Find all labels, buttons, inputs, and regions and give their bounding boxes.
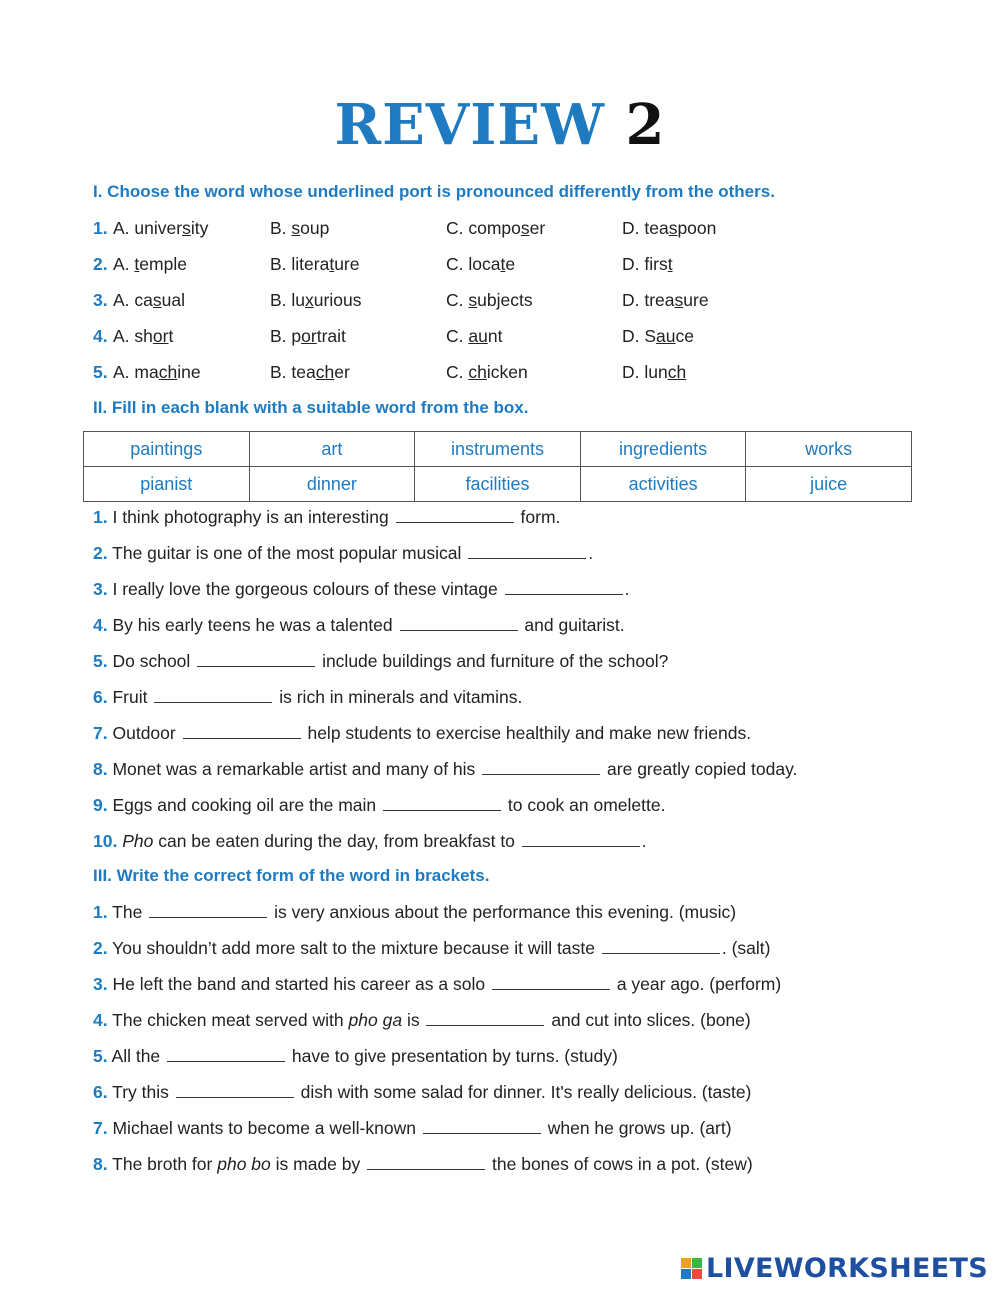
sentence-row [93,723,751,749]
sentence-text: He left the band and started his career as a solo [112,974,486,994]
title-number: 2 [625,92,666,158]
sentence-number: 4. [93,615,108,635]
word-box-cell: dinner [249,467,415,502]
section-2-heading: II. Fill in each blank with a suitable word from the box. [93,398,529,417]
answer-blank[interactable] [367,1155,485,1170]
sentence-number: 6. [93,1082,108,1102]
question-number: 1. [93,218,108,238]
question-number: 3. [93,290,108,310]
answer-option[interactable] [113,290,185,311]
sentence-row [93,1010,751,1036]
option-text: D. trea [622,290,675,310]
sentence-text: the bones of cows in a pot. (stew) [492,1154,753,1174]
answer-blank[interactable] [400,616,518,631]
sentence-text: . [641,831,647,851]
sentence-text: . [624,579,630,599]
answer-blank[interactable] [522,832,640,847]
sentence-number: 6. [93,687,108,707]
answer-option[interactable] [622,254,673,275]
answer-blank[interactable] [426,1011,544,1026]
underlined-letters: s [182,218,191,238]
underlined-letters: ch [667,362,687,382]
sentence-text: is made by [275,1154,361,1174]
word-box [83,431,912,502]
option-text: ine [177,362,201,382]
sentence-number: 2. [93,543,108,563]
sentence-number: 3. [93,974,108,994]
sentence-row [93,507,560,533]
underlined-letters: au [468,326,488,346]
option-text: C. compo [446,218,521,238]
underlined-letters: au [656,326,676,346]
underlined-letters: ch [468,362,487,382]
answer-blank[interactable] [482,760,600,775]
title-word: REVIEW [334,92,605,158]
sentence-text: By his early teens he was a talented [112,615,393,635]
underlined-letters: s [668,218,678,238]
sentence-text: The guitar is one of the most popular musical [112,543,462,563]
sentence-row [93,974,781,1000]
sentence-text: is rich in minerals and vitamins. [279,687,523,707]
option-text: er [334,362,350,382]
answer-option[interactable] [113,218,208,239]
logo-text: LIVEWORKSHEETS [705,1253,988,1284]
sentence-text: is very anxious about the performance this evening. (music) [274,902,737,922]
sentence-text: Do school [112,651,191,671]
sentence-number: 8. [93,1154,108,1174]
option-text: C. [446,290,469,310]
underlined-letters: t [329,254,335,274]
sentence-text: a year ago. (perform) [616,974,782,994]
sentence-text: Eggs and cooking oil are the main [112,795,377,815]
liveworksheets-logo-icon [681,1258,702,1279]
sentence-text: have to give presentation by turns. (study) [291,1046,618,1066]
option-text: nt [487,326,503,346]
sentence-text: Michael wants to become a well-known [112,1118,416,1138]
sentence-row [93,1118,732,1144]
word-box-cell: ingredients [580,432,746,467]
option-text: poon [677,218,717,238]
answer-blank[interactable] [149,903,267,918]
answer-blank[interactable] [183,724,301,739]
underlined-letters: t [134,254,140,274]
sentence-text: I really love the gorgeous colours of these vintage [112,579,498,599]
word-box-row [84,432,912,467]
answer-option[interactable] [622,326,694,347]
answer-option[interactable] [270,326,346,347]
sentence-text: form. [520,507,561,527]
sentence-row [93,938,770,964]
underlined-letters: or [301,326,317,346]
question-row [93,326,893,352]
question-row [93,362,893,388]
sentence-text: All the [111,1046,161,1066]
question-row [93,290,893,316]
sentence-text: Outdoor [112,723,176,743]
sentence-number: 7. [93,1118,108,1138]
answer-option[interactable] [446,218,545,239]
sentence-text: include buildings and furniture of the school? [322,651,669,671]
answer-option[interactable] [113,326,173,347]
answer-blank[interactable] [505,580,623,595]
option-text: icken [486,362,528,382]
word-box-cell: pianist [84,467,250,502]
sentence-row [93,687,522,713]
answer-blank[interactable] [383,796,501,811]
sentence-row [93,651,668,677]
answer-option[interactable] [270,254,360,275]
answer-option[interactable] [446,326,502,347]
sentence-row [93,1082,751,1108]
sentence-row [93,1046,618,1072]
answer-option[interactable] [622,290,709,311]
underlined-letters: ch [315,362,335,382]
sentence-number: 10. [93,831,118,851]
sentence-text: to cook an omelette. [507,795,666,815]
sentence-number: 1. [93,507,108,527]
answer-blank[interactable] [423,1119,541,1134]
word-box-cell: paintings [84,432,250,467]
answer-option[interactable] [446,290,533,311]
sentence-text: Try this [112,1082,169,1102]
answer-option[interactable] [113,362,201,383]
sentence-text: The chicken meat served with [112,1010,344,1030]
option-text: e [505,254,516,274]
option-text: ubjects [477,290,533,310]
word-box-cell: juice [746,467,912,502]
word-box-cell: activities [580,467,746,502]
underlined-letters: x [305,290,314,310]
option-text: oup [300,218,330,238]
answer-blank[interactable] [176,1083,294,1098]
section-3-heading: III. Write the correct form of the word in brackets. [93,866,490,885]
option-text: ure [683,290,709,310]
sentence-row [93,1154,753,1180]
answer-option[interactable] [113,254,187,275]
option-text: t [168,326,174,346]
answer-option[interactable] [446,362,528,383]
sentence-number: 5. [93,651,108,671]
option-text: urious [313,290,362,310]
option-text: C. [446,326,469,346]
underlined-letters: s [291,218,301,238]
option-text: ity [190,218,209,238]
page-title [0,92,1000,158]
answer-blank[interactable] [167,1047,285,1062]
option-text: A. sh [113,326,153,346]
sentence-text: . [588,543,594,563]
answer-blank[interactable] [197,652,315,667]
underlined-letters: s [674,290,684,310]
answer-option[interactable] [622,362,686,383]
sentence-text: dish with some salad for dinner. It's really delicious. (taste) [300,1082,752,1102]
sentence-row [93,579,629,605]
sentence-row [93,615,625,641]
answer-blank[interactable] [396,508,514,523]
sentence-text: I think photography is an interesting [112,507,389,527]
question-row [93,218,893,244]
sentence-text: help students to exercise healthily and make new friends. [307,723,752,743]
italic-term: pho bo [217,1154,271,1174]
answer-blank[interactable] [154,688,272,703]
section-1-heading: I. Choose the word whose underlined port is pronounced differently from the others. [93,182,775,201]
sentence-number: 3. [93,579,108,599]
underlined-letters: t [500,254,506,274]
sentence-row [93,902,736,928]
sentence-number: 9. [93,795,108,815]
sentence-row [93,543,593,569]
sentence-row [93,759,797,785]
sentence-text: can be eaten during the day, from breakfast to [158,831,515,851]
sentence-text: The broth for [112,1154,213,1174]
sentence-text: is [406,1010,420,1030]
sentence-row [93,831,647,857]
sentence-text: Fruit [112,687,148,707]
option-text: B. lu [270,290,306,310]
sentence-number: 4. [93,1010,108,1030]
word-box-cell: facilities [415,467,581,502]
sentence-number: 1. [93,902,108,922]
sentence-text: when he grows up. (art) [547,1118,732,1138]
option-text: A. univer [113,218,183,238]
option-text: A. ma [113,362,159,382]
underlined-letters: or [152,326,169,346]
option-text: C. [446,362,469,382]
option-text: ure [334,254,360,274]
option-text: B. [270,218,292,238]
answer-option[interactable] [270,362,350,383]
sentence-number: 7. [93,723,108,743]
sentence-number: 5. [93,1046,108,1066]
sentence-text: The [112,902,143,922]
option-text: ual [161,290,185,310]
underlined-letters: t [667,254,673,274]
option-text: B. litera [270,254,330,274]
sentence-text: and guitarist. [524,615,625,635]
answer-option[interactable] [446,254,515,275]
sentence-text: Monet was a remarkable artist and many of his [112,759,476,779]
sentence-text: are greatly copied today. [607,759,798,779]
option-text: trait [316,326,346,346]
liveworksheets-logo [681,1253,988,1284]
sentence-text: and cut into slices. (bone) [551,1010,751,1030]
question-number: 2. [93,254,108,274]
question-number: 4. [93,326,108,346]
option-text: ce [675,326,694,346]
option-text: D. S [622,326,657,346]
sentence-number: 8. [93,759,108,779]
option-text: B. p [270,326,302,346]
answer-blank[interactable] [492,975,610,990]
answer-option[interactable] [270,290,361,311]
option-text: er [529,218,546,238]
option-text: A. [113,254,135,274]
word-box-row [84,467,912,502]
question-row [93,254,893,280]
answer-option[interactable] [270,218,329,239]
underlined-letters: s [152,290,162,310]
word-box-cell: instruments [415,432,581,467]
word-box-cell: works [746,432,912,467]
option-text: D. tea [622,218,669,238]
question-number: 5. [93,362,108,382]
option-text: emple [139,254,187,274]
option-text: D. firs [622,254,668,274]
option-text: C. loca [446,254,501,274]
underlined-letters: ch [158,362,178,382]
answer-blank[interactable] [468,544,586,559]
underlined-letters: s [468,290,478,310]
word-box-cell: art [249,432,415,467]
underlined-letters: s [520,218,530,238]
italic-term: Pho [122,831,154,851]
option-text: D. lun [622,362,668,382]
option-text: A. ca [113,290,153,310]
option-text: B. tea [270,362,316,382]
answer-option[interactable] [622,218,716,239]
sentence-text: . (salt) [721,938,771,958]
sentence-number: 2. [93,938,108,958]
italic-term: pho ga [348,1010,403,1030]
sentence-row [93,795,665,821]
sentence-text: You shouldn’t add more salt to the mixture because it will taste [112,938,595,958]
answer-blank[interactable] [602,939,720,954]
